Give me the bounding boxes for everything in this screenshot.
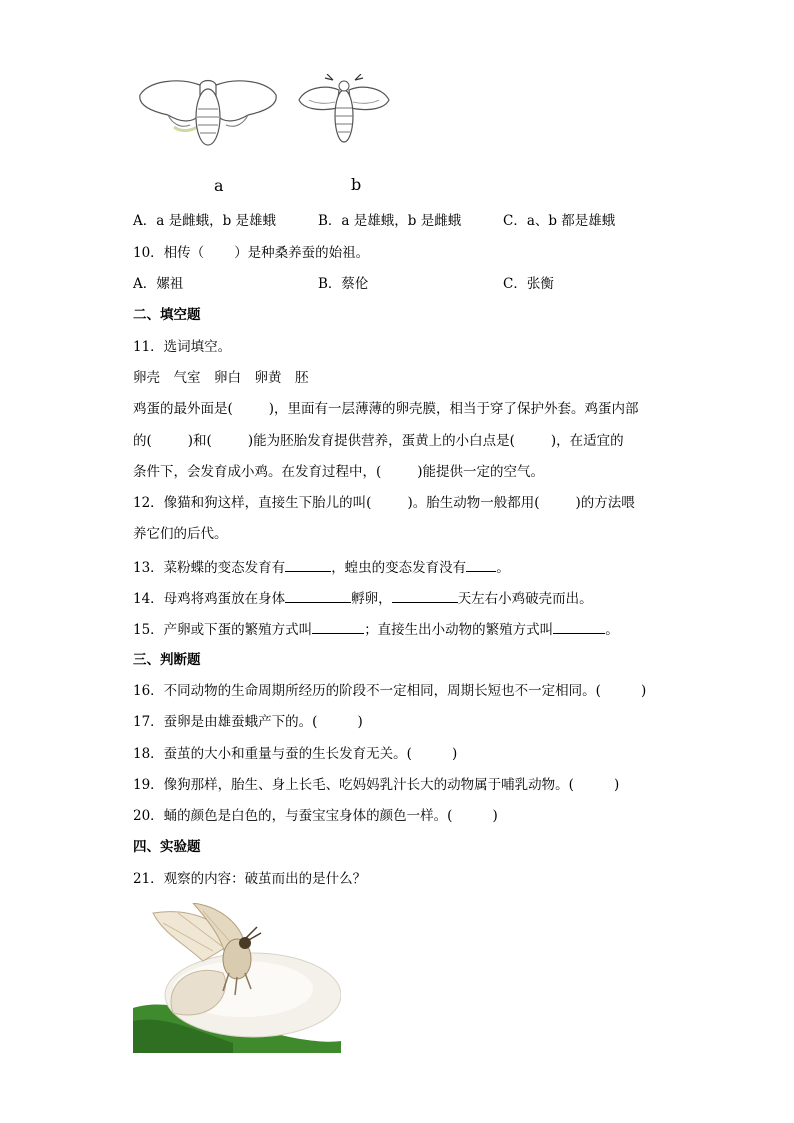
q19-question: 19．像狗那样，胎生、身上长毛、吃妈妈乳汁长大的动物属于哺乳动物。( ) [133, 777, 620, 793]
q9-option-a[interactable]: A．a 是雌蛾，b 是雄蛾 [133, 213, 277, 229]
q13-blank-1[interactable] [285, 557, 331, 572]
q11-line-2: 的( )和( )能为胚胎发育提供营养，蛋黄上的小白点是( )，在适宜的 [133, 433, 624, 449]
q20-question: 20．蛹的颜色是白色的，与蚕宝宝身体的颜色一样。( ) [133, 808, 498, 824]
q10-option-b[interactable]: B．蔡伦 [318, 276, 369, 292]
q13-question: 13．菜粉蝶的变态发育有 ，蝗虫的变态发育没有 。 [133, 557, 510, 577]
moth-a-drawing [138, 75, 278, 150]
figure-label-b: b [351, 175, 362, 194]
q11-line-1: 鸡蛋的最外面是( )，里面有一层薄薄的卵壳膜，相当于穿了保护外套。鸡蛋内部 [133, 401, 639, 417]
moth-b-drawing [297, 74, 392, 149]
section-heading-true-false: 三、判断题 [133, 652, 201, 668]
q21-title: 21．观察的内容：破茧而出的是什么？ [133, 871, 367, 887]
q9-option-c[interactable]: C．a、b 都是雄蛾 [503, 213, 616, 229]
q10-option-a[interactable]: A．嫘祖 [133, 276, 184, 292]
section-heading-fill-blank: 二、填空题 [133, 307, 201, 323]
q14-blank-1[interactable] [285, 588, 351, 603]
q12-line-2: 养它们的后代。 [133, 526, 228, 542]
q17-question: 17．蚕卵是由雄蚕蛾产下的。( ) [133, 714, 363, 730]
q15-blank-1[interactable] [312, 619, 364, 634]
q11-word-bank: 卵壳 气室 卵白 卵黄 胚 [133, 370, 309, 386]
q18-question: 18．蚕茧的大小和重量与蚕的生长发育无关。( ) [133, 746, 458, 762]
q12-line-1: 12．像猫和狗这样，直接生下胎儿的叫( )。胎生动物一般都用( )的方法喂 [133, 495, 635, 511]
moth-cocoon-photo [133, 903, 341, 1053]
q13-blank-2[interactable] [466, 557, 496, 572]
q15-blank-2[interactable] [553, 619, 605, 634]
q14-question: 14．母鸡将鸡蛋放在身体 孵卵， 天左右小鸡破壳而出。 [133, 588, 593, 608]
section-heading-experiment: 四、实验题 [133, 839, 201, 855]
q11-line-3: 条件下，会发育成小鸡。在发育过程中，( )能提供一定的空气。 [133, 464, 545, 480]
q9-option-b[interactable]: B．a 是雄蛾，b 是雌蛾 [318, 213, 462, 229]
q10-question: 10．相传（ ）是种桑养蚕的始祖。 [133, 245, 370, 261]
q15-question: 15．产卵或下蛋的繁殖方式叫 ；直接生出小动物的繁殖方式叫 。 [133, 619, 619, 639]
figure-label-a: a [214, 176, 224, 195]
q16-question: 16．不同动物的生命周期所经历的阶段不一定相同，周期长短也不一定相同。( ) [133, 683, 647, 699]
q14-blank-2[interactable] [392, 588, 458, 603]
q11-title: 11．选词填空。 [133, 339, 232, 355]
q10-option-c[interactable]: C．张衡 [503, 276, 554, 292]
